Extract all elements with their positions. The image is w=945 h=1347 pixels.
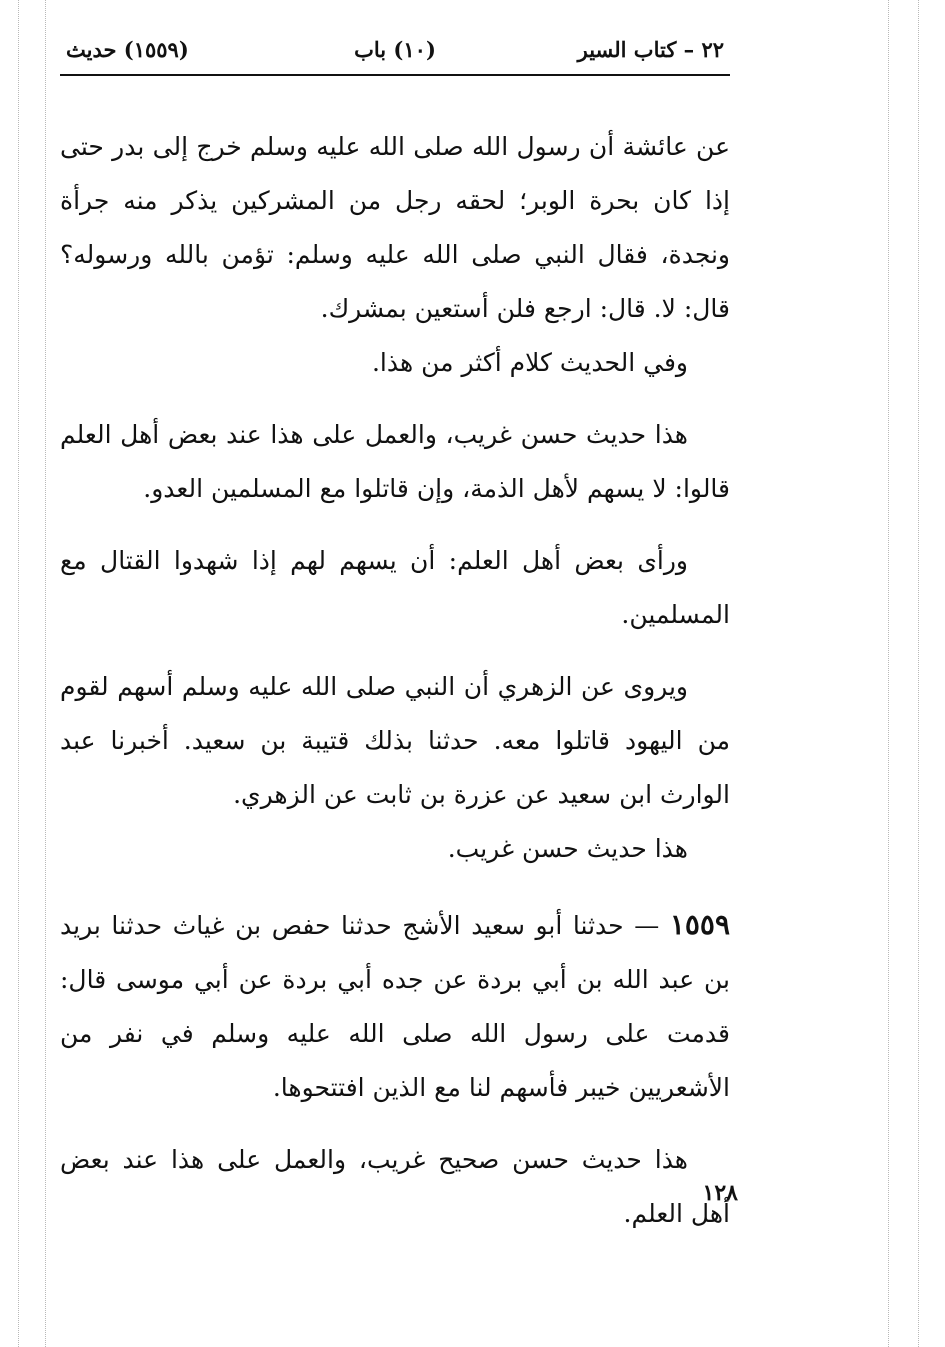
running-header xyxy=(60,28,730,76)
hadith-range: (١٥٥٩) حديث xyxy=(66,37,189,62)
paragraph: هذا حديث حسن غريب، والعمل على هذا عند بعض أهل العلم قالوا: لا يسهم لأهل الذمة، وإن قاتلوا مع المسلمين العدو. xyxy=(60,420,730,503)
paragraph: ويروى عن الزهري أن النبي صلى الله عليه وسلم أسهم لقوم من اليهود قاتلوا معه. حدثنا بذلك قتيبة بن سعيد. أخبرنا عبد الوارث ابن سعيد عن عزرة بن ثابت عن الزهري. xyxy=(60,672,730,809)
chapter-title: ٢٢ – كتاب السير xyxy=(577,37,724,62)
hadith-entry xyxy=(60,898,730,1115)
paragraph: هذا حديث حسن غريب. xyxy=(447,834,688,863)
closing-paragraph: هذا حديث حسن صحيح غريب، والعمل على هذا عند بعض أهل العلم. xyxy=(60,1145,730,1228)
page-number: ١٢٨ xyxy=(702,1180,738,1206)
margin-guide-line xyxy=(45,0,46,1347)
paragraph: عن عائشة أن رسول الله صلى الله عليه وسلم خرج إلى بدر حتى إذا كان بحرة الوبر؛ لحقه رجل من المشركين يذكر منه جرأة ونجدة، فقال النبي صلى الله عليه وسلم: تؤمن بالله ورسوله؟ قال: لا. قال: ارجع فلن أستعين بمشرك. xyxy=(60,132,730,323)
hadith-text: — حدثنا أبو سعيد الأشج حدثنا حفص بن غياث حدثنا بريد بن عبد الله بن أبي بردة عن جده أبي بردة عن أبي موسى قال: قدمت على رسول الله صلى الله عليه وسلم في نفر من الأشعريين خيبر فأسهم لنا مع الذين افتتحوها. xyxy=(60,911,730,1102)
section-title: (١٠) باب xyxy=(354,37,436,62)
hadith-number: ١٥٥٩ xyxy=(669,908,730,941)
book-page xyxy=(60,28,730,1241)
paragraph: ورأى بعض أهل العلم: أن يسهم لهم إذا شهدوا القتال مع المسلمين. xyxy=(60,546,730,629)
margin-guide-line xyxy=(918,0,919,1347)
margin-guide-line xyxy=(888,0,889,1347)
margin-guide-line xyxy=(18,0,19,1347)
paragraph: وفي الحديث كلام أكثر من هذا. xyxy=(371,348,688,377)
